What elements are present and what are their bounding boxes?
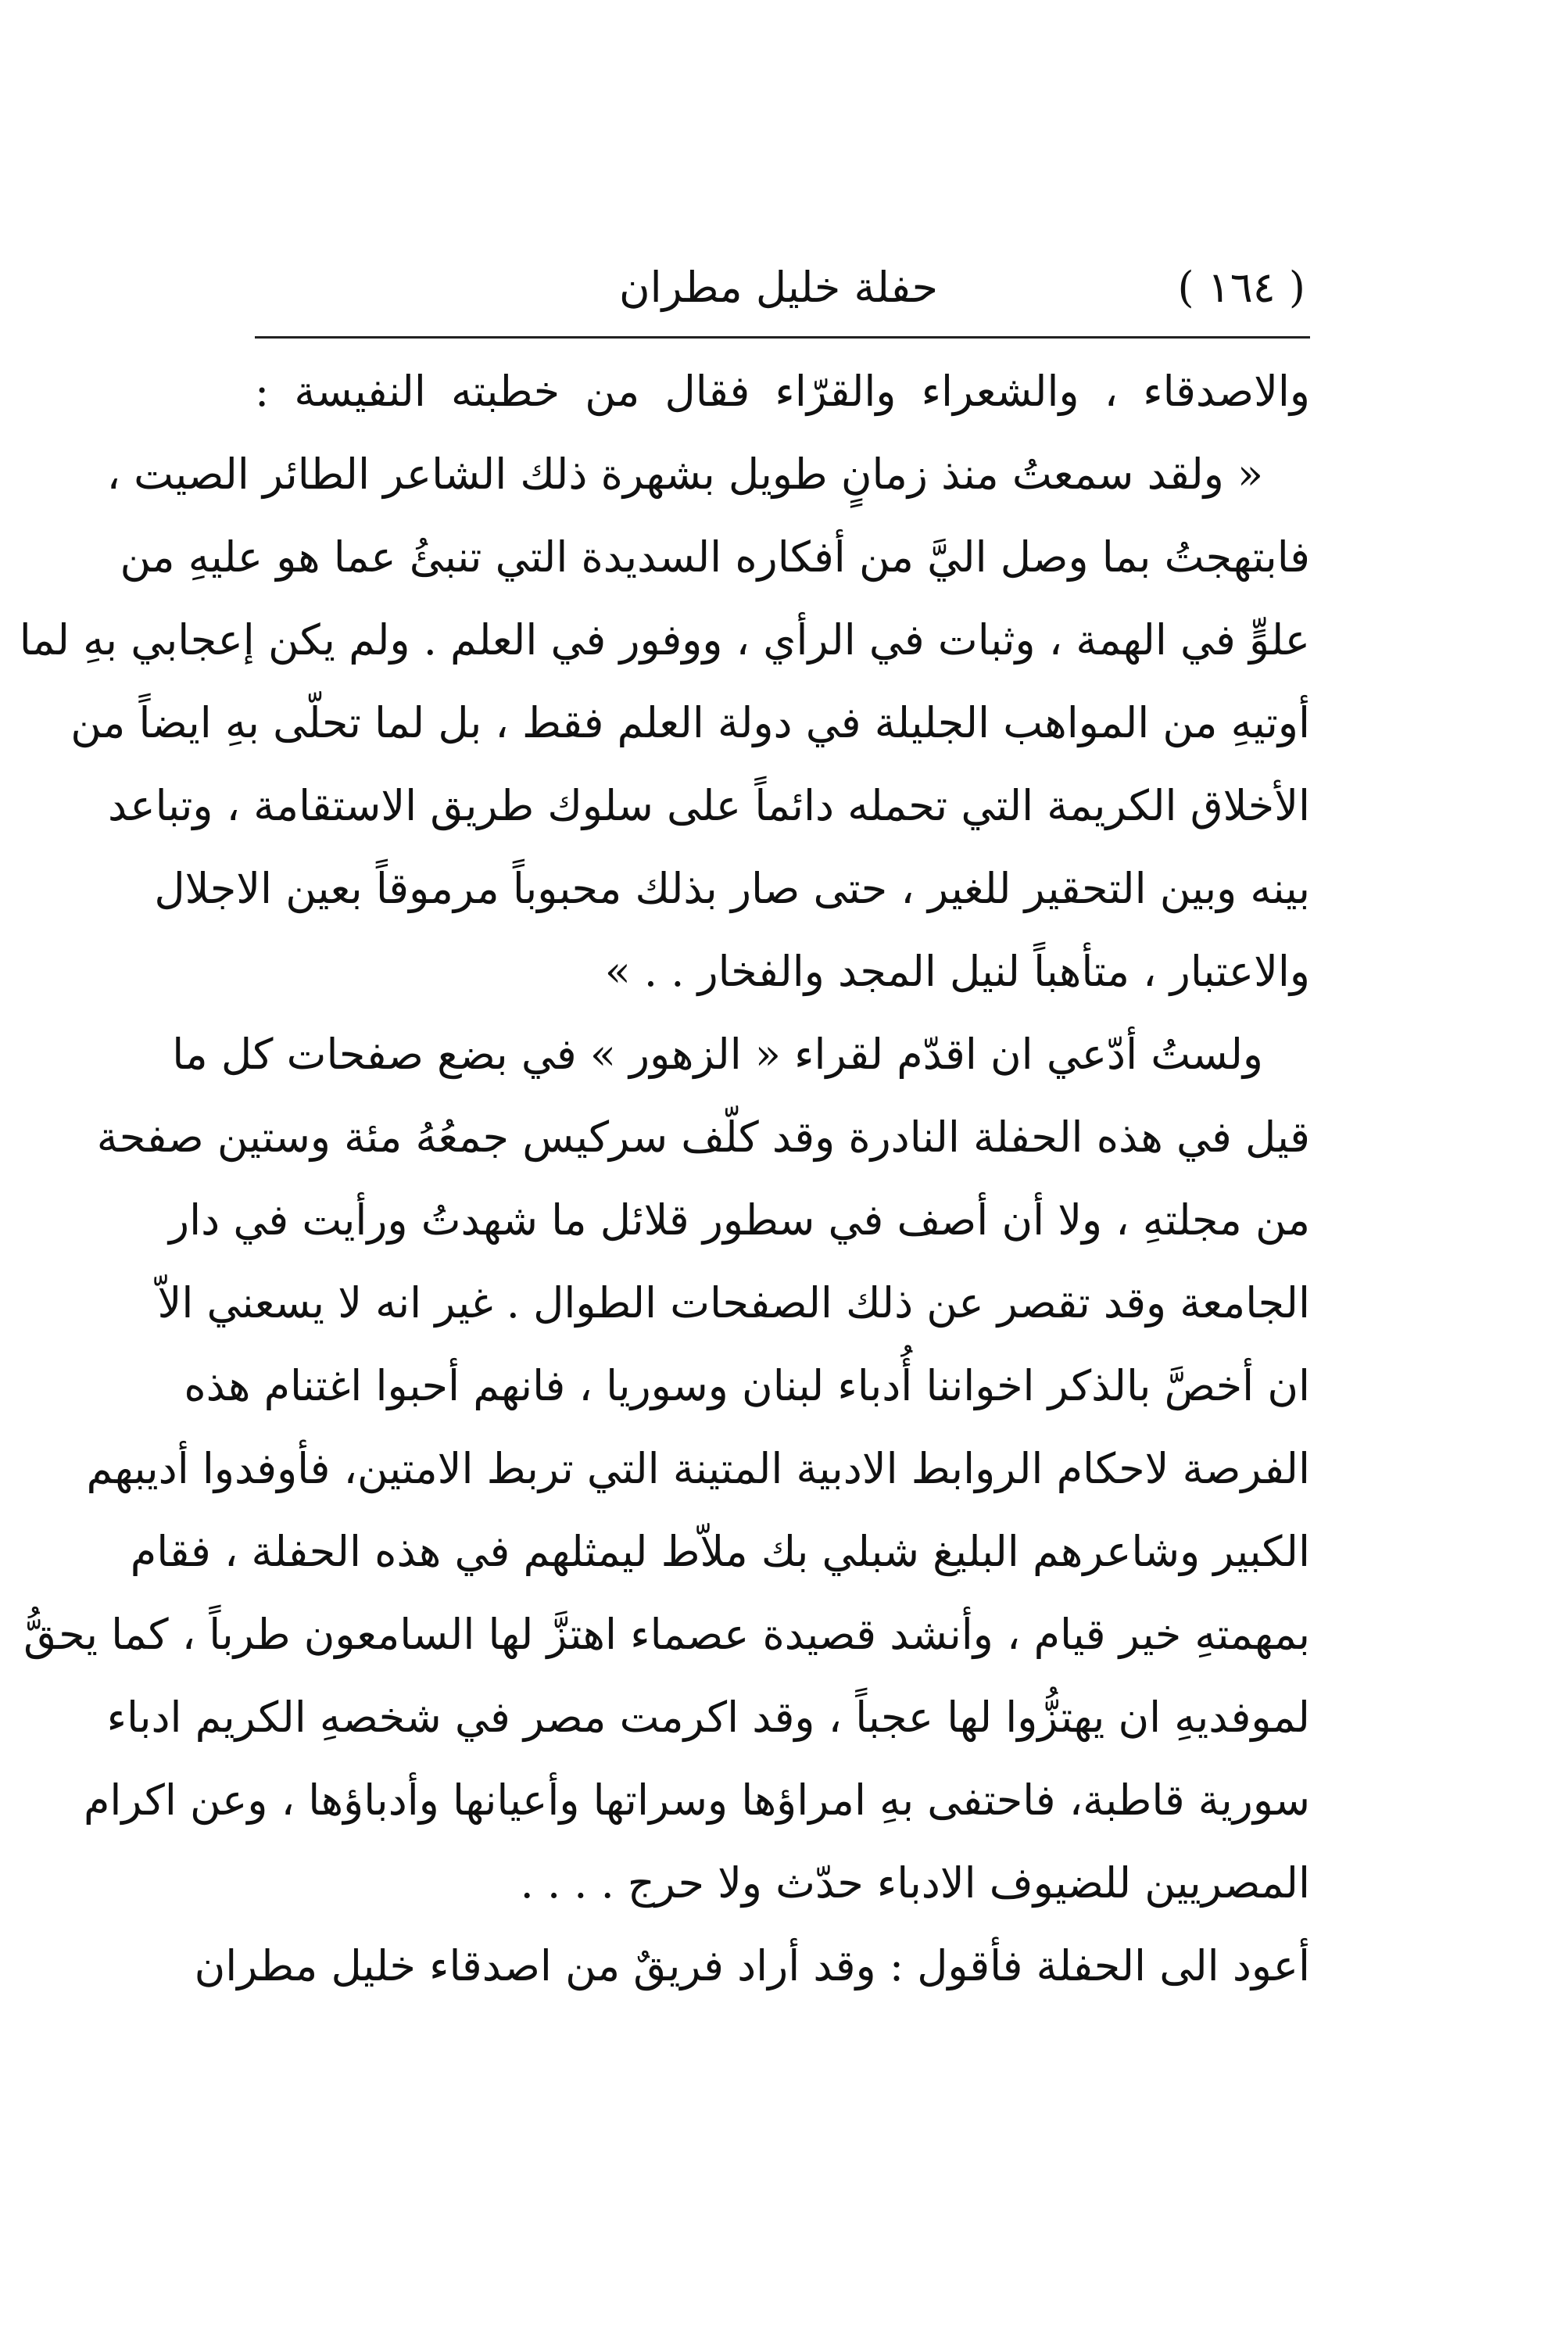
text-line: الكبير وشاعرهم البليغ شبلي بك ملاّط ليمثلهم في هذه الحفلة ، فقام <box>130 1527 1310 1576</box>
text-line: بمهمتهِ خير قيام ، وأنشد قصيدة عصماء اهتزَّ لها السامعون طرباً ، كما يحقُّ <box>23 1610 1310 1659</box>
text-line: سورية قاطبة، فاحتفى بهِ امراؤها وسراتها وأعيانها وأدباؤها ، وعن اكرام <box>83 1775 1310 1825</box>
text-line: قيل في هذه الحفلة النادرة وقد كلّف سركيس جمعُهُ مئة وستين صفحة <box>96 1113 1310 1162</box>
text-line: علوٍّ في الهمة ، وثبات في الرأي ، ووفور في العلم . ولم يكن إعجابي بهِ لما <box>19 615 1310 665</box>
page-header <box>258 249 1305 327</box>
text-line: الفرصة لاحكام الروابط الادبية المتينة التي تربط الامتين، فأوفدوا أديبهم <box>86 1444 1310 1493</box>
text-line: الأخلاق الكريمة التي تحمله دائماً على سلوك طريق الاستقامة ، وتباعد <box>108 781 1310 830</box>
text-line: المصريين للضيوف الادباء حدّث ولا حرج . . . . <box>520 1858 1310 1908</box>
text-line: فابتهجتُ بما وصل اليَّ من أفكاره السديدة التي تنبئُ عما هو عليهِ من <box>120 532 1310 582</box>
text-line: ولستُ أدّعي ان اقدّم لقراء « الزهور » في بضع صفحات كل ما <box>172 1030 1263 1079</box>
text-line: والاصدقاء ، والشعراء والقرّاء فقال من خطبته النفيسة : <box>255 367 1310 416</box>
text-line: « ولقد سمعتُ منذ زمانٍ طويل بشهرة ذلك الشاعر الطائر الصيت ، <box>106 450 1263 499</box>
page-number: ( ١٦٤ ) <box>1177 263 1305 312</box>
text-line: ان أخصَّ بالذكر اخواننا أُدباء لبنان وسوريا ، فانهم أحبوا اغتنام هذه <box>184 1361 1310 1410</box>
text-line: من مجلتهِ ، ولا أن أصف في سطور قلائل ما شهدتُ ورأيت في دار <box>169 1195 1310 1245</box>
running-title: حفلة خليل مطران <box>619 263 938 312</box>
text-line: الجامعة وقد تقصر عن ذلك الصفحات الطوال . غير انه لا يسعني الاّ <box>157 1278 1310 1328</box>
text-line: بينه وبين التحقير للغير ، حتى صار بذلك محبوباً مرموقاً بعين الاجلال <box>154 864 1310 913</box>
text-line: أعود الى الحفلة فأقول : وقد أراد فريقٌ من اصدقاء خليل مطران <box>194 1941 1310 1990</box>
body-text <box>19 350 1310 2008</box>
text-line: لموفديهِ ان يهتزُّوا لها عجباً ، وقد اكرمت مصر في شخصهِ الكريم ادباء <box>106 1693 1310 1742</box>
text-line: أوتيهِ من المواهب الجليلة في دولة العلم فقط ، بل لما تحلّى بهِ ايضاً من <box>70 698 1310 747</box>
header-rule <box>255 336 1310 339</box>
text-line: والاعتبار ، متأهباً لنيل المجد والفخار . . » <box>604 947 1310 996</box>
